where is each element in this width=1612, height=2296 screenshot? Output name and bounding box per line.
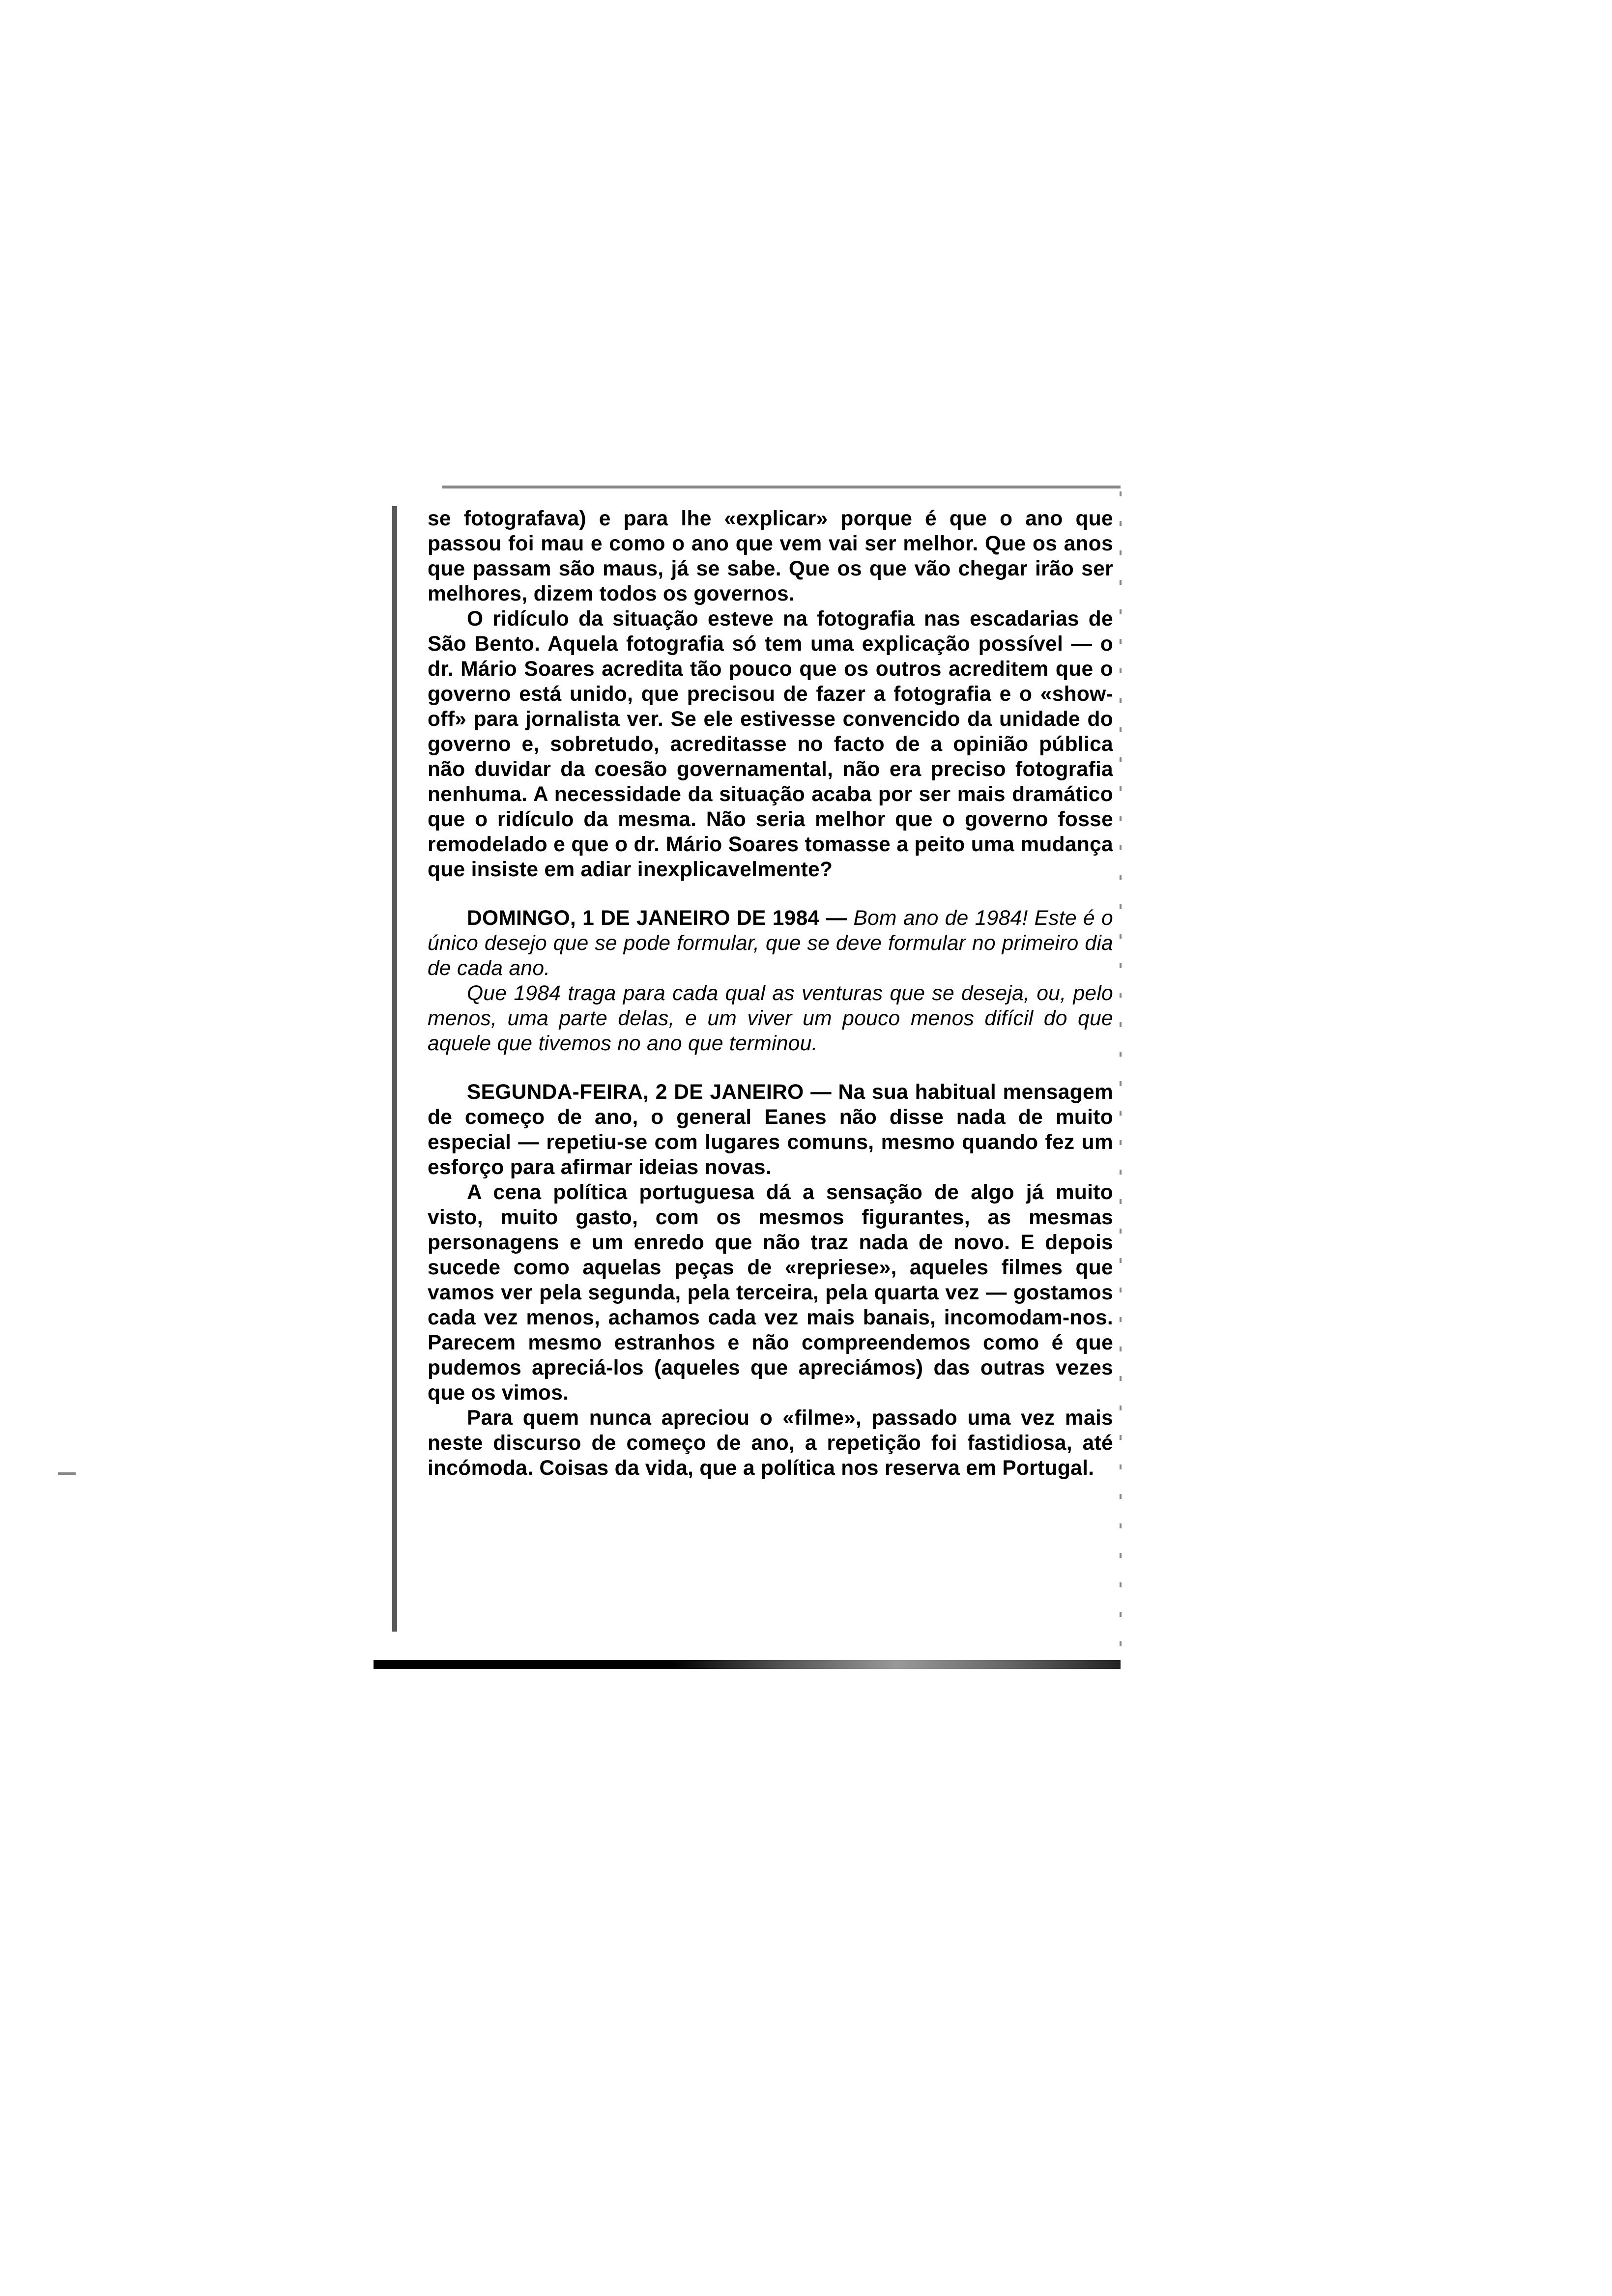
newspaper-clipping <box>428 506 1113 1481</box>
entry-text-monday: Na sua habitual mensagem de começo de ano, o general Eanes não disse nada de muito especial — repetiu-se com lugares comuns, mesmo quando fez um esforço para afirmar ideias novas. <box>428 1081 1113 1179</box>
diary-entry-monday-paragraph-2: A cena política portuguesa dá a sensação de algo já muito visto, muito gasto, com os mesmos figurantes, as mesmas personagens e um enredo que não traz nada de novo. E depois sucede como aquelas peças de «repriese», aqueles filmes que vamos ver pela segunda, pela terceira, pela quarta vez — gostamos cada vez menos, achamos cada vez mais banais, incomodam-nos. Parecem mesmo estranhos e não compreendemos como é que pudemos apreciá-los (aqueles que apreciámos) das outras vezes que os vimos. <box>428 1181 1113 1405</box>
diary-entry-monday-paragraph-3: Para quem nunca apreciou o «filme», passado uma vez mais neste discurso de começo de ano, a repetição foi fastidiosa, até incómoda. Coisas da vida, que a política nos reserva em Portugal. <box>428 1406 1113 1480</box>
clipping-top-edge <box>442 486 1121 488</box>
diary-entry-monday <box>428 1080 1113 1180</box>
paragraph-continuation: se fotografava) e para lhe «explicar» porque é que o ano que passou foi mau e como o ano que vem vai ser melhor. Que os anos que passam são maus, já se sabe. Que os que vão chegar irão ser melhores, dizem todos os governos. <box>428 507 1113 605</box>
entry-text-sunday: Bom ano de 1984! Este é o único desejo que se pode formular, que se deve formular no primeiro dia de cada ano. <box>428 907 1113 980</box>
clipping-bottom-edge <box>374 1660 1121 1669</box>
entry-date-sunday: DOMINGO, 1 DE JANEIRO DE 1984 <box>467 907 820 930</box>
clipping-left-edge <box>392 506 397 1632</box>
diary-entry-sunday <box>428 906 1113 981</box>
clipping-right-edge <box>1120 491 1122 1661</box>
entry-dash: — <box>804 1081 838 1104</box>
diary-entry-sunday-paragraph-2: Que 1984 traga para cada qual as venturas que se deseja, ou, pelo menos, uma parte delas, e um viver um pouco menos difícil do que aquele que tivemos no ano que terminou. <box>428 982 1113 1055</box>
entry-date-monday: SEGUNDA-FEIRA, 2 DE JANEIRO <box>467 1081 804 1104</box>
entry-dash: — <box>819 907 854 930</box>
paragraph-photo-ridicule: O ridículo da situação esteve na fotografia nas escadarias de São Bento. Aquela fotografia só tem uma explicação possível — o dr. Mário Soares acredita tão pouco que os outros acreditem que o governo está unido, que precisou de fazer a fotografia e o «show-off» para jornalista ver. Se ele estivesse convencido da unidade do governo e, sobretudo, acreditasse no facto de a opinião pública não duvidar da coesão governamental, não era preciso fotografia nenhuma. A necessidade da situação acaba por ser mais dramático que o ridículo da mesma. Não seria melhor que o governo fosse remodelado e que o dr. Mário Soares tomasse a peito uma mudança que insiste em adiar inexplicavelmente? <box>428 607 1113 881</box>
scan-mark <box>58 1472 76 1475</box>
